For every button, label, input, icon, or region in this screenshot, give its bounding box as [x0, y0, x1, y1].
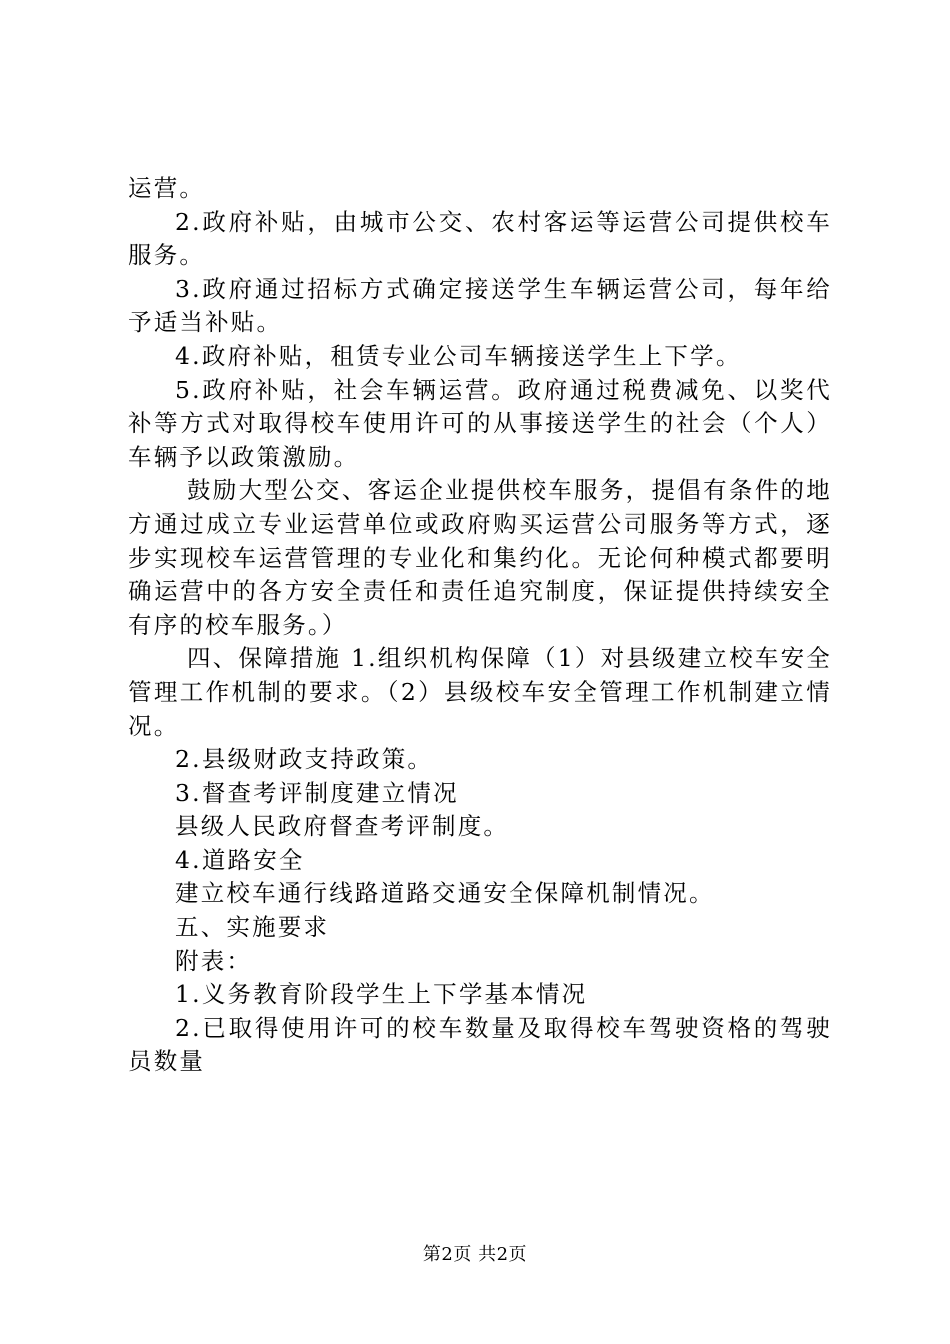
- text-line: 况。: [128, 711, 180, 740]
- text-line: 附表：: [175, 946, 253, 975]
- text-line: 确运营中的各方安全责任和责任追究制度，保证提供持续安全: [128, 577, 832, 606]
- text-line: 4.政府补贴，租赁专业公司车辆接送学生上下学。: [175, 341, 742, 370]
- document-body: [128, 172, 832, 1079]
- text-line: 步实现校车运营管理的专业化和集约化。无论何种模式都要明: [128, 543, 832, 572]
- text-line: 四、保障措施 1.组织机构保障（1）对县级建立校车安全: [187, 644, 832, 673]
- text-line: 5.政府补贴，社会车辆运营。政府通过税费减免、以奖代: [175, 375, 832, 404]
- text-line: 1.义务教育阶段学生上下学基本情况: [175, 980, 588, 1009]
- text-line: 车辆予以政策激励。: [128, 442, 360, 471]
- text-line: 2.已取得使用许可的校车数量及取得校车驾驶资格的驾驶: [175, 1013, 832, 1042]
- text-line: 2.县级财政支持政策。: [175, 745, 434, 774]
- text-line: 有序的校车服务。）: [128, 610, 348, 639]
- text-line: 3.督查考评制度建立情况: [175, 778, 459, 807]
- text-line: 员数量: [128, 1047, 206, 1076]
- text-line: 建立校车通行线路道路交通安全保障机制情况。: [175, 879, 715, 908]
- text-line: 管理工作机制的要求。（2）县级校车安全管理工作机制建立情: [128, 677, 832, 706]
- text-line: 3.政府通过招标方式确定接送学生车辆运营公司，每年给: [175, 274, 832, 303]
- text-line: 予适当补贴。: [128, 308, 283, 337]
- text-line: 方通过成立专业运营单位或政府购买运营公司服务等方式，逐: [128, 509, 832, 538]
- text-line: 4.道路安全: [175, 845, 305, 874]
- text-line: 县级人民政府督查考评制度。: [175, 812, 510, 841]
- text-line: 运营。: [128, 174, 206, 202]
- text-line: 补等方式对取得校车使用许可的从事接送学生的社会（个人）: [128, 409, 832, 438]
- text-line: 鼓励大型公交、客运企业提供校车服务，提倡有条件的地: [187, 476, 832, 505]
- text-line: 五、实施要求: [175, 913, 330, 942]
- page-footer: 第2页 共2页: [422, 1244, 528, 1265]
- text-line: 2.政府补贴，由城市公交、农村客运等运营公司提供校车: [175, 207, 832, 236]
- text-line: 服务。: [128, 241, 206, 270]
